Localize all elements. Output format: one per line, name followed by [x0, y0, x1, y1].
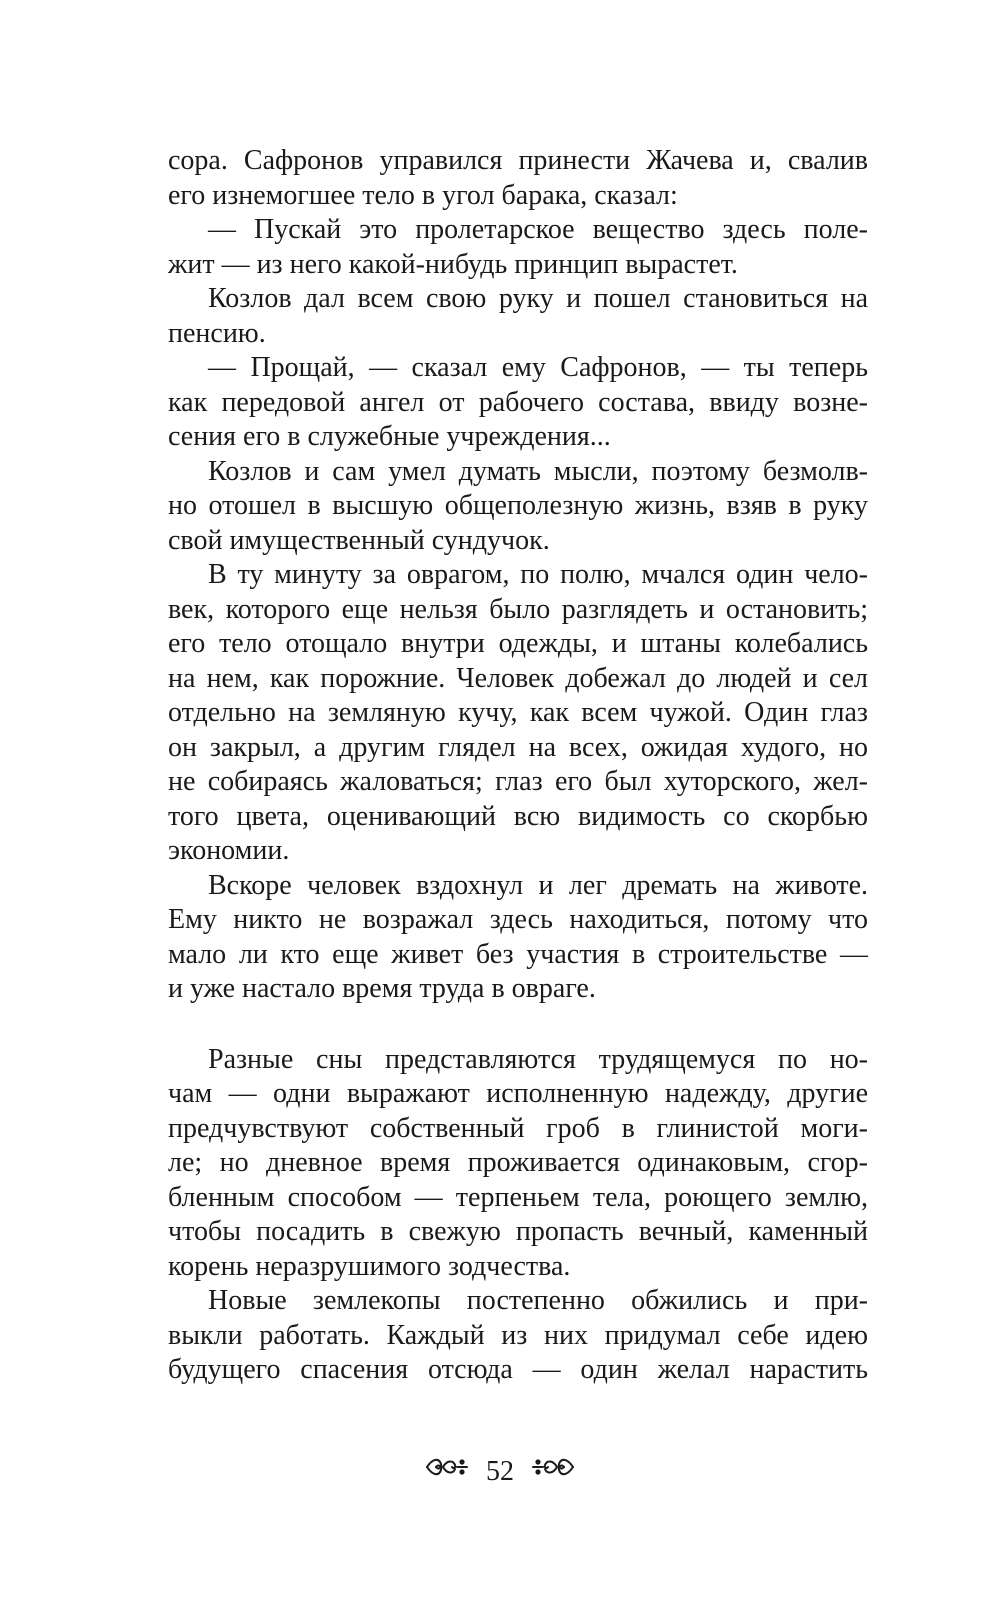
- paragraph: [168, 351, 868, 455]
- text-line: корень неразрушимого зодчества.: [168, 1250, 571, 1282]
- text-line: экономии.: [168, 835, 290, 866]
- text-line: сения его в служебные учреждения...: [168, 421, 611, 452]
- paragraph: [168, 282, 868, 351]
- text-line: как передовой ангел от рабочего состава, ввиду возне-: [168, 386, 868, 418]
- text-line: и уже настало время труда в овраге.: [168, 973, 596, 1004]
- body-text: [168, 144, 868, 1388]
- text-line: чам — одни выражают исполненную надежду, другие: [168, 1078, 868, 1109]
- text-line: ле; но дневное время проживается одинаковым, сгор-: [168, 1147, 868, 1178]
- paragraph: [168, 1043, 868, 1285]
- paragraph: [168, 1284, 868, 1388]
- page-footer: [0, 1450, 1000, 1492]
- text-line: предчувствуют собственный гроб в глинистой моги-: [168, 1112, 868, 1144]
- text-line: В ту минуту за оврагом, по полю, мчался один чело-: [208, 559, 868, 590]
- text-line: не собираясь жаловаться; глаз его был хуторского, жел-: [168, 766, 868, 797]
- text-line: Новые землекопы постепенно обжились и при-: [208, 1285, 868, 1316]
- text-line: сора. Сафронов управился принести Жачева и, свалив: [168, 145, 868, 176]
- paragraph: [168, 144, 868, 213]
- text-line: бленным способом — терпеньем тела, роющего землю,: [168, 1181, 868, 1213]
- text-line: Ему никто не возражал здесь находиться, потому что: [168, 904, 868, 935]
- text-line: Козлов и сам умел думать мысли, поэтому безмолв-: [208, 455, 868, 487]
- text-line: но отошел в высшую общеполезную жизнь, взяв в руку: [168, 490, 868, 521]
- text-line: отдельно на земляную кучу, как всем чужой. Один глаз: [168, 697, 868, 728]
- text-line: чтобы посадить в свежую пропасть вечный, каменный: [168, 1216, 868, 1247]
- floral-ornament-left-icon: [425, 1452, 469, 1492]
- paragraph: [168, 869, 868, 1007]
- text-line: мало ли кто еще живет без участия в строительстве —: [168, 938, 868, 970]
- floral-ornament-right-icon: [531, 1452, 575, 1492]
- paragraph: [168, 213, 868, 282]
- text-line: Разные сны представляются трудящемуся по но-: [208, 1043, 868, 1075]
- paragraph: [168, 558, 868, 869]
- paragraph: [168, 455, 868, 559]
- text-line: свой имущественный сундучок.: [168, 524, 550, 556]
- text-line: Вскоре человек вздохнул и лег дремать на животе.: [208, 869, 868, 901]
- text-line: он закрыл, а другим глядел на всех, ожидая худого, но: [168, 731, 868, 763]
- text-line: пенсию.: [168, 317, 266, 349]
- page-number: 52: [486, 1455, 514, 1487]
- text-line: жит — из него какой-нибудь принцип вырастет.: [168, 248, 738, 280]
- text-line: его тело отощало внутри одежды, и штаны колебались: [168, 628, 868, 659]
- text-line: — Пускай это пролетарское вещество здесь поле-: [208, 214, 868, 245]
- text-line: век, которого еще нельзя было разглядеть и остановить;: [168, 593, 868, 625]
- text-line: выкли работать. Каждый из них придумал себе идею: [168, 1319, 868, 1351]
- text-line: — Прощай, — сказал ему Сафронов, — ты теперь: [208, 352, 868, 383]
- text-line: будущего спасения отсюда — один желал нарастить: [168, 1354, 868, 1385]
- section-break: [168, 1007, 868, 1043]
- text-line: Козлов дал всем свою руку и пошел становиться на: [208, 283, 868, 314]
- text-line: того цвета, оценивающий всю видимость со скорбью: [168, 800, 868, 832]
- text-line: на нем, как порожние. Человек добежал до людей и сел: [168, 662, 868, 694]
- text-line: его изнемогшее тело в угол барака, сказал:: [168, 179, 678, 211]
